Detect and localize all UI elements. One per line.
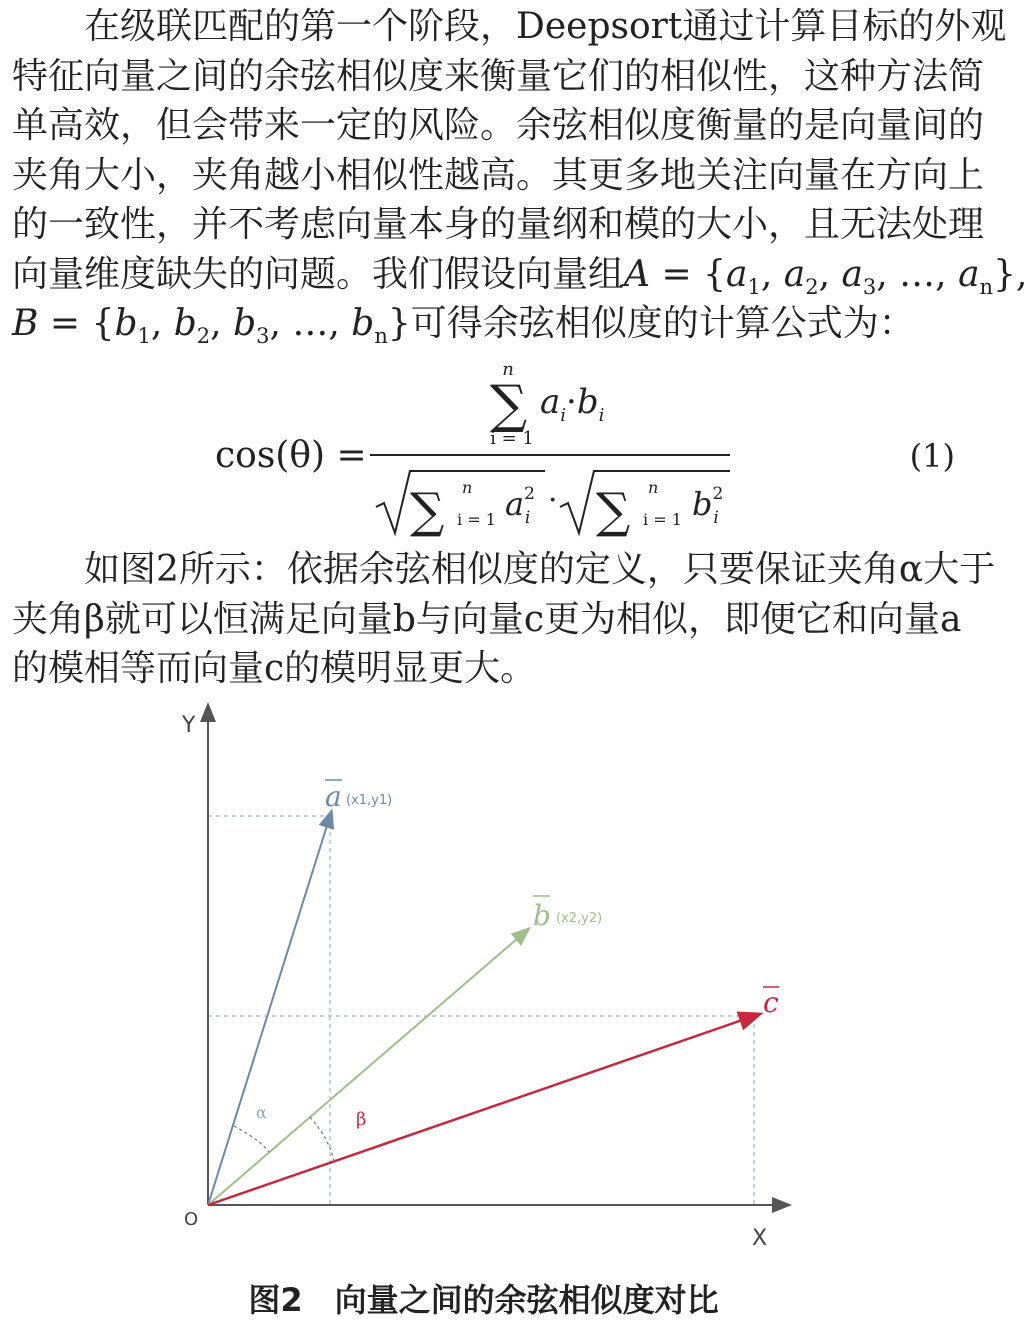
x-axis-label: X (752, 1226, 768, 1251)
paragraph-1 (12, 2, 1027, 349)
angle-beta-label: β (356, 1109, 367, 1130)
vector-diagram (170, 700, 810, 1260)
denominator-sum-lower-1: i = 1 (457, 510, 496, 529)
dashed-guides (208, 816, 754, 1205)
vector-b (208, 932, 525, 1205)
figure-caption: 图2 向量之间的余弦相似度对比 (248, 1281, 719, 1319)
vector-a (208, 816, 330, 1205)
numerator-sigma: ∑ (490, 375, 528, 435)
numerator-term: $a_i\cdot b_i$ (540, 382, 605, 426)
y-axis-label: Y (182, 713, 196, 738)
paragraph-1-line-3: 单高效，但会带来一定的风险。余弦相似度衡量的是向量间的 (12, 105, 985, 146)
origin-label: O (184, 1209, 199, 1230)
equation-lhs: cos(θ) = (215, 435, 367, 476)
paragraph-2-line-2: 夹角β就可以恒满足向量b与向量c更为相似，即便它和向量a (12, 598, 962, 640)
denominator-sum-upper-2: n (648, 478, 659, 497)
denominator-sigma-1: ∑ (410, 483, 445, 539)
denominator-b-term: $b^2$ i (692, 484, 724, 528)
denominator-a-term: $a^2$ i (505, 484, 535, 528)
paragraph-1-line-2: 特征向量之间的余弦相似度来衡量它们的相似性，这种方法简 (12, 55, 985, 97)
equation-number: (1) (909, 437, 955, 475)
vector-a-label: a (325, 780, 342, 813)
vector-c (208, 1016, 754, 1205)
vector-b-label: b (533, 899, 551, 932)
paragraph-1-line-4: 夹角大小，夹角越小相似性越高。其更多地关注向量在方向上 (12, 154, 985, 196)
paragraph-2 (12, 545, 996, 694)
angle-alpha-label: α (256, 1103, 267, 1122)
denominator-dot: · (548, 483, 558, 518)
vector-a-coords: (x1,y1) (346, 793, 393, 808)
paragraph-2-line-1: 如图2所示：依据余弦相似度的定义，只要保证夹角α大于 (84, 549, 996, 590)
paragraph-1-line-5: 的一致性，并不考虑向量本身的量纲和模的大小，且无法处理 (12, 204, 985, 245)
angle-alpha-arc (234, 1126, 269, 1152)
numerator-sum-upper: n (502, 359, 514, 380)
paragraph-1-line-7: $B = \{b_1$, $b_2$, $b_3$, …, $b_n$}可得余弦相似度的计算公式为： (12, 303, 915, 348)
denominator-sum-upper-1: n (462, 478, 473, 497)
paragraph-1-line-6: 向量维度缺失的问题。我们假设向量组$A = \{a_1$, $a_2$, $a_3$, …, $a_n$}, (12, 253, 1027, 299)
cosine-similarity-equation (0, 355, 967, 545)
denominator-sigma-2: ∑ (596, 483, 631, 539)
vector-b-coords: (x2,y2) (556, 911, 603, 926)
paragraph-2-line-3: 的模相等而向量c的模明显更大。 (12, 648, 537, 689)
denominator-sum-lower-2: i = 1 (643, 510, 682, 529)
numerator-sum-lower: i = 1 (490, 428, 534, 449)
paragraph-1-line-1: 在级联匹配的第一个阶段，Deepsort通过计算目标的外观 (84, 6, 1007, 47)
vector-c-label: c (763, 986, 779, 1019)
